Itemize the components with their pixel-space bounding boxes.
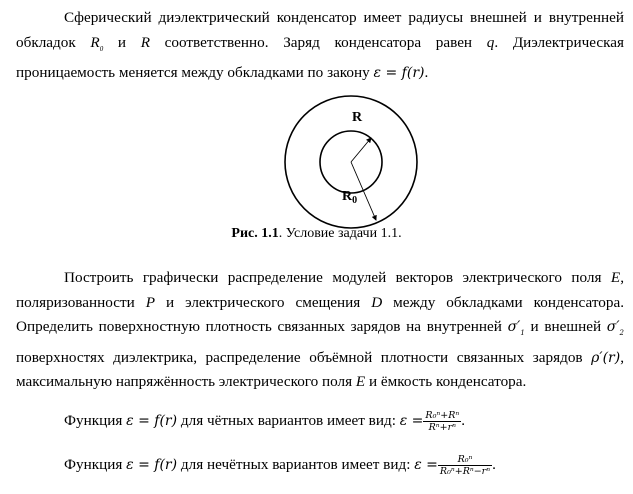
formula-odd-line: Функция ε = f(r) для нечётных вариантов имеет вид: ε = $\frac{\text{R₀ⁿ}}{\text{R₀ⁿ+Rⁿ−rⁿ}}$ . <box>64 454 496 477</box>
sigma1: $\sigma'_1$ <box>507 319 525 337</box>
problem-paragraph-2: Построить графически распределение модулей векторов электрического поля E, поляризованности P и электрического смещения D между обкладками конденсатора. Определить поверхностную плотность связанных зарядов на внутренней $\sigma'_1$ и внешней $\sigma'_2$ поверхностях диэлектрика, распределение объёмной плотности связанных зарядов ρ′(r), максимальную напряжённость электрического поля E и ёмкость конденсатора. <box>16 269 625 391</box>
formula-even-line: Функция ε = f(r) для чётных вариантов имеет вид: ε = $\frac{\text{R₀ⁿ+Rⁿ}}{\text{Rⁿ+rⁿ}}$ . <box>64 410 465 433</box>
var-R0: $R_0$ <box>90 33 104 53</box>
radius-R0-arrow <box>351 162 376 220</box>
var-q: q <box>486 33 495 51</box>
epsilon-law: ε = f(r) <box>373 65 425 82</box>
label-R: R <box>352 110 363 125</box>
fraction-odd: $\frac{\text{R₀ⁿ}}{\text{R₀ⁿ+Rⁿ−rⁿ}}$ <box>439 454 491 477</box>
var-R: R <box>140 33 150 51</box>
rho-prime: ρ′(r) <box>591 349 621 366</box>
fraction-even: $\frac{\text{R₀ⁿ+Rⁿ}}{\text{Rⁿ+rⁿ}}$ <box>425 410 460 433</box>
capacitor-figure <box>282 93 420 231</box>
label-R0: $R_0$ <box>342 189 358 206</box>
radius-R-arrow <box>351 138 371 162</box>
problem-paragraph-1: Сферический диэлектрический конденсатор имеет радиусы внешней и внутренней обкладок $R_0$ и R соответственно. Заряд конденсатора равен q. Диэлектрическая проницаемость меняется между обкладками по закону ε = f(r). <box>16 9 624 82</box>
figure-caption: Рис. 1.1. Условие задачи 1.1. <box>231 226 402 241</box>
sigma2: $\sigma'_2$ <box>606 319 625 337</box>
